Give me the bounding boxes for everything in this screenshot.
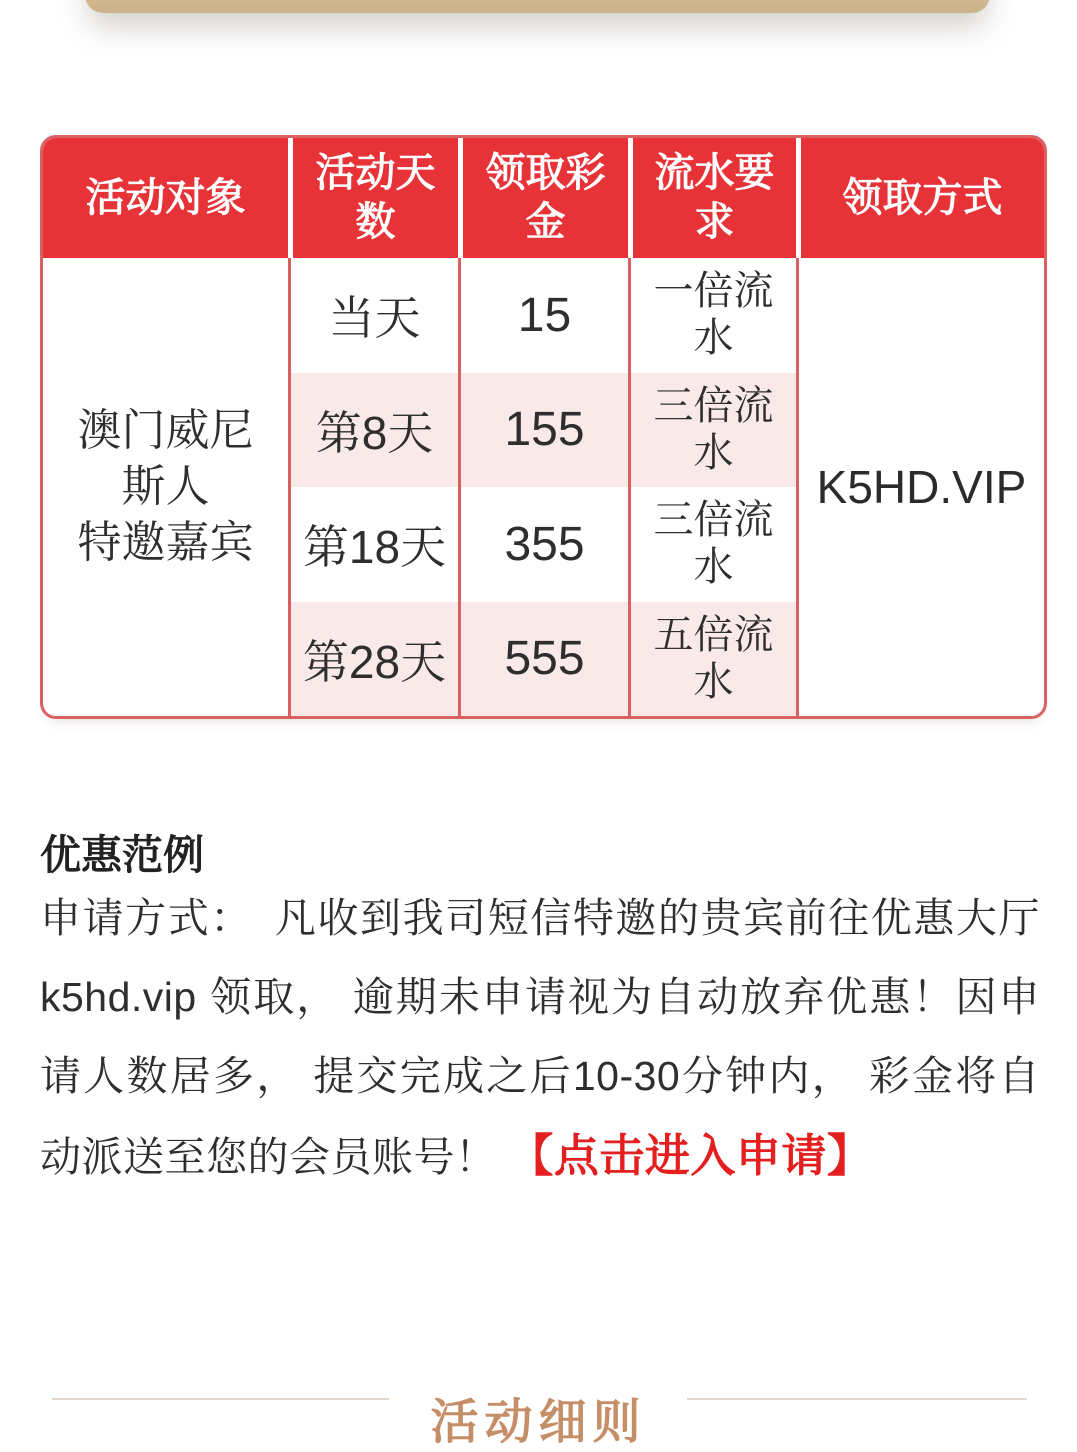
turnover-cell: 五倍流水 — [628, 602, 796, 717]
claim-method-cell: K5HD.VIP — [796, 258, 1044, 716]
table-header-turnover: 流水要求 — [628, 138, 796, 258]
top-card-edge — [85, 0, 990, 13]
turnover-cell: 一倍流水 — [628, 258, 796, 373]
bonus-cell: 155 — [458, 373, 628, 488]
rules-title: 活动细则 — [430, 1396, 647, 1449]
bonus-cell: 355 — [458, 487, 628, 602]
table-header-bonus: 领取彩金 — [458, 138, 628, 258]
target-line: 斯人 — [121, 461, 210, 511]
bonus-cell: 15 — [458, 258, 628, 373]
day-cell: 当天 — [288, 258, 458, 373]
promo-paragraph-text: 申请方式： 凡收到我司短信特邀的贵宾前往优惠大厅k5hd.vip 领取， 逾期未申请视为自动放弃优惠！因申请人数居多， 提交完成之后10-30分钟内， 彩金将自动派送至您的会员账号！ — [40, 895, 1040, 1180]
target-line: 澳门威尼 — [77, 405, 254, 455]
divider-line-right — [687, 1398, 1027, 1400]
table-header-claim: 领取方式 — [796, 138, 1044, 258]
table-header-days: 活动天数 — [288, 138, 458, 258]
table-header-target: 活动对象 — [43, 138, 288, 258]
turnover-cell: 三倍流水 — [628, 373, 796, 488]
target-audience-cell — [43, 258, 288, 716]
section-title: 优惠范例 — [40, 832, 204, 878]
day-cell: 第18天 — [288, 487, 458, 602]
promo-table — [40, 135, 1047, 719]
day-cell: 第28天 — [288, 602, 458, 717]
turnover-cell: 三倍流水 — [628, 487, 796, 602]
day-cell: 第8天 — [288, 373, 458, 488]
apply-link[interactable]: 【点击进入申请】 — [508, 1130, 873, 1181]
bonus-cell: 555 — [458, 602, 628, 717]
target-line: 特邀嘉宾 — [77, 518, 254, 568]
promo-paragraph — [40, 879, 1040, 1197]
